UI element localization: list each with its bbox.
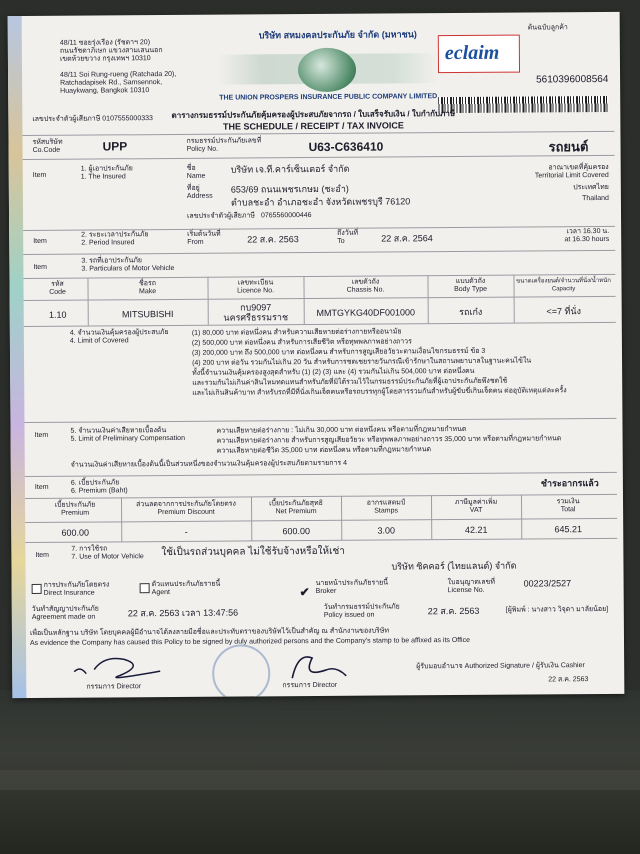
vehicle-licence [208,302,304,323]
hologram-strip [8,16,27,698]
premium-col-stamps [341,499,431,516]
licence-province: นครศรีธรรมราช [223,312,289,323]
vehicle-section-label [81,257,174,274]
address-th-line1: 48/11 ซอยรุ่งเรือง (รัชดาฯ 20) [59,39,151,47]
company-name-th: บริษัท สหมงคลประกันภัย จำกัด (มหาชน) [258,29,417,41]
address-th-line3: เขตห้วยขวาง กรุงเทพฯ 10310 [59,55,151,63]
period-from-label [187,231,221,247]
insured-address-line1: 653/69 ถนนเพชรเกษม (ชะอำ) [230,183,349,195]
vehicle-col-licence [207,279,303,296]
agreement-th: วันทำสัญญาประกันภัย [31,605,99,613]
divider [25,538,617,543]
vehicle-make: MITSUBISHI [121,308,174,320]
licence-th: ใบอนุญาตเลขที่ [447,578,495,587]
issued-en: Policy issued on [323,611,375,619]
coverage-line: (4) 200 บาท ต่อวัน รวมกันไม่เกิน 20 วัน สำหรับการชดเชยรายวันกรณีเข้ารักษาในสถานพยาบาลในฐานะคนไข้ใน [192,357,532,367]
prelim-line: ความเสียหายต่อร่างกาย : ไม่เกิน 30,000 บาท ต่อหนึ่งคน หรือตามที่กฎหมายกำหนด [216,425,467,435]
insured-address-label [187,185,213,201]
discount-value: - [184,526,188,537]
insured-name: บริษัท เจ.ที.คาร์เซ็นเตอร์ จำกัด [230,163,350,175]
period-section-label [81,231,149,247]
vehicle-col-capacity [513,277,613,294]
prelim-lines [216,424,616,457]
period-section-th: 2. ระยะเวลาประกันภัย [81,231,149,239]
globe-logo-icon [298,48,356,92]
item-label: Item [32,171,47,179]
agreement-label [32,606,99,622]
coverage-line: และรวมกันไม่เกินค่าสินไหมทดแทนสำหรับภัยที่มิได้รวมไว้ในกรมธรรม์ประกันภัยที่ผู้เอาประกันภัยพึงชดใช้ [192,377,508,387]
company-name-en: THE UNION PROSPERS INSURANCE PUBLIC COMPANY LIMITED [219,93,438,102]
col-licence-th: เลขทะเบียน [237,279,274,287]
col-total-en: Total [560,506,576,514]
territory-label-th: อาณาเขตที่คุ้มครอง [548,163,609,172]
territory-block [479,164,609,204]
col-chassis-en: Chassis No. [346,286,385,294]
premium-section-th: 6. เบี้ยประกันภัย [70,479,120,487]
prelim-section-th: 5. จำนวนเงินค่าเสียหายเบื้องต้น [70,427,167,435]
col-capacity-en: Capacity [551,286,576,293]
total-value: 645.21 [554,524,583,535]
premium-section-en: 6. Premium (Baht) [70,487,128,495]
col-premium-en: Premium [61,509,90,517]
vehicle-section-en: 3. Particulars of Motor Vehicle [81,264,175,273]
col-stamps-th: อากรแสตมป์ [366,499,406,507]
licence-en: License No. [447,586,485,595]
col-vat-th: ภาษีมูลค่าเพิ่ม [454,498,498,507]
director-label-2: กรรมการ Director [282,681,338,690]
policy-no-label [186,137,261,154]
name-label-en: Name [186,172,206,180]
company-address-en [60,71,176,96]
col-discount-th: ส่วนลดจากการประกันภัยโดยตรง [136,500,236,509]
policy-number: U63-C636410 [308,139,384,155]
territory-value-en: Thailand [582,194,609,203]
col-code-en: Code [49,288,66,296]
vehicle-col-chassis [303,278,427,295]
address-en-line1: 48/11 Soi Rung-rueng (Ratchada 20), [60,70,177,79]
item-label: Item [34,431,49,439]
address-label-en: Address [186,192,213,200]
insured-tax-row [187,212,312,221]
issued-label [324,603,400,620]
divider [25,518,617,523]
broker-th: นายหน้าประกันภัยรายนี้ [315,579,389,588]
from-label-th: เริ่มต้นวันที่ [187,230,221,238]
col-total-th: รวมเงิน [556,498,580,506]
reference-number: 5610396008564 [536,73,609,86]
prelim-section-label [71,427,185,444]
insured-address-line2: ตำบลชะอำ อำเภอชะอำ จังหวัดเพชรบุรี 76120 [230,196,411,208]
tax-id-label: เลขประจำตัวผู้เสียภาษี [32,115,101,123]
copy-label: ต้นฉบับลูกค้า [527,24,568,32]
use-section-label [71,545,143,562]
prelim-section-en: 5. Limit of Preliminary Compensation [70,434,185,443]
insured-section-th: 1. ผู้เอาประกันภัย [80,165,133,173]
eclaim-text: eclaim [444,41,500,65]
broker-en: Broker [315,587,337,596]
prelim-line: ความเสียหายต่อชีวิต 35,000 บาท ต่อหนึ่งคน หรือตามที่กฎหมายกำหนด [216,446,432,455]
period-time [529,228,609,245]
issued-th: วันทำกรมธรรม์ประกันภัย [323,603,400,611]
premium-col-vat [431,499,521,516]
vehicle-chassis: MMTGYKG40DF001000 [316,307,416,318]
coverage-line: และไม่เกินสินค้าบาท สำหรับรถที่มีที่นั่งเกินเจ็ดคนหรือรถบรรทุกผู้โดยสารรวมกันสำหรับผู้ขับขี่เกินเจ็ดคน ต่ออุบัติเหตุแต่ละครั้ง [192,387,567,397]
period-section-en: 2. Period Insured [81,239,135,247]
period-to-date: 22 ส.ค. 2564 [381,233,433,244]
stamp-paid-label: ชำระอากรแล้ว [540,478,599,489]
co-code-label [32,139,62,155]
col-capacity-th: ขนาดเครื่องยนต์/จำนวนที่นั่ง/น้ำหนัก [516,277,611,285]
agent-th: ตัวแทนประกันภัยรายนี้ [151,580,221,589]
vehicle-col-code [27,281,87,297]
premium-col-premium [29,501,121,518]
divider [25,472,617,477]
agreement-date: 22 ส.ค. 2563 เวลา 13:47:56 [127,607,239,619]
director-signature-1 [72,651,162,682]
col-code-th: รหัส [51,280,64,288]
eclaim-logo [438,35,520,74]
agent-label [152,581,221,597]
period-to-label [337,230,358,246]
col-premium-th: เบี้ยประกันภัย [54,501,96,509]
policy-label-en: Policy No. [186,145,219,153]
director-label-1: กรรมการ Director [86,683,142,691]
insured-tax-value: 0765560000446 [260,212,312,220]
coverage-lines [192,326,612,399]
licence-number-value: 00223/2527 [523,578,572,589]
company-seal-icon [212,644,270,698]
vehicle-code: 1.10 [48,309,67,320]
divider [23,155,615,160]
territory-label-en: Territorial Limit Covered [534,171,609,180]
issued-date: 22 ส.ค. 2563 [427,605,480,617]
agent-en: Agent [151,589,170,597]
col-net-th: เบี้ยประกันภัยสุทธิ [269,499,323,508]
premium-section-label [71,479,128,495]
vat-value: 42.21 [464,524,488,535]
prelim-line: ความเสียหายต่อร่างกาย สำหรับการสูญเสียอวัยวะ หรือทุพพลภาพอย่างถาวร 35,000 บาท หรือตามที่กฎหมายกำหนด [216,435,562,445]
from-label-en: From [187,238,204,246]
time-th: เวลา 16.30 น. [566,227,610,236]
co-code-label-en: Co.Code [32,146,61,154]
vehicle-body: รถเก๋ง [459,306,483,317]
time-en: at 16.30 hours [564,235,610,244]
use-section-th: 7. การใช้รถ [71,545,108,553]
stamps-value: 3.00 [377,525,396,536]
period-from-date: 22 ส.ค. 2563 [247,234,299,245]
tax-id-value: 0107555000333 [102,115,153,123]
divider [24,296,616,301]
divider [23,250,615,255]
col-body-en: Body Type [454,285,488,294]
policy-label-th: กรมธรรม์ประกันภัยเลขที่ [186,137,262,145]
address-label-th: ที่อยู่ [186,184,200,192]
vehicle-capacity: <=7 ที่นั่ง [546,306,581,317]
item-label: Item [34,483,49,491]
document-title-th: ตารางกรมธรรม์ประกันภัยคุ้มครองผู้ประสบภัยจากรถ / ใบเสร็จรับเงิน / ใบกำกับภาษี [171,109,456,121]
licence-number: กบ9097 [240,302,272,313]
col-discount-en: Premium Discount [157,508,215,517]
col-licence-en: Licence No. [237,287,275,295]
address-en-line2: Ratchadapisek Rd., Samsennok, [60,79,163,87]
evidence-en: As evidence the Company has caused this Policy to be signed by duly authorized persons and the Company's stamp to be affixed as its Office [29,636,471,648]
col-stamps-en: Stamps [374,507,398,515]
coverage-line: (2) 500,000 บาท ต่อหนึ่งคน สำหรับการเสียชีวิต หรือทุพพลภาพอย่างถาวร [191,338,412,347]
divider [23,226,615,231]
net-premium-value: 600.00 [282,526,311,537]
item-label: Item [35,551,50,559]
coverage-section-en: 4. Limit of Covered [69,337,129,345]
divider [22,131,614,136]
col-net-en: Net Premium [275,508,317,516]
item-label: Item [33,237,47,245]
divider [24,418,616,423]
coverage-line: (1) 80,000 บาท ต่อหนึ่งคน สำหรับความเสียหายต่อร่างกายหรืออนามัย [191,328,402,337]
company-address-th [60,39,163,64]
agreement-en: Agreement made on [31,613,96,621]
insured-section-en: 1. The Insured [80,173,126,181]
direct-th: การประกันภัยโดยตรง [43,581,110,589]
co-code-value: UPP [102,139,128,154]
col-body-th: แบบตัวถัง [455,277,486,286]
use-section-en: 7. Use of Motor Vehicle [71,553,144,561]
col-make-th: ชื่อรถ [138,280,156,288]
coverage-line: ทั้งนี้จำนวนเงินคุ้มครองสูงสุดสำหรับ (1) (2) (3) และ (4) รวมกันไม่เกิน 504,000 บาท ต่อหนึ่งคน [192,367,475,377]
address-th-line2: ถนนรัชดาภิเษก แขวงสามเสนนอก [59,47,163,55]
tax-id-row [32,115,153,124]
item-label: Item [33,263,48,271]
vehicle-col-make [87,280,207,297]
premium-col-net [251,500,341,517]
insured-section-label [81,165,133,181]
printed-by: [ผู้พิมพ์ : นางสาว วิจุดา มาลัยน้อย] [505,605,609,614]
direct-en: Direct Insurance [43,589,95,597]
insured-name-label [187,165,206,181]
insured-tax-label: เลขประจำตัวผู้เสียภาษี [187,212,256,220]
document-title-en: THE SCHEDULE / RECEIPT / TAX INVOICE [222,120,404,132]
to-label-th: ถึงวันที่ [337,229,359,237]
direct-checkbox [32,584,42,594]
background-strip [0,770,640,790]
prelim-note: จำนวนเงินค่าเสียหายเบื้องต้นนี้เป็นส่วนหนึ่งของจำนวนเงินคุ้มครองผู้ประสบภัยตามรายการ 4 [70,459,347,469]
col-vat-en: VAT [469,506,483,514]
policy-document [8,12,625,698]
col-chassis-th: เลขตัวถัง [351,278,380,286]
signature-date: 22 ส.ค. 2563 [548,676,589,684]
premium-col-total [521,498,615,515]
vehicle-section-th: 3. รถที่เอาประกันภัย [81,257,142,265]
name-label-th: ชื่อ [186,164,196,172]
co-code-label-th: รหัสบริษัท [32,138,63,146]
evidence-th: เพื่อเป็นหลักฐาน บริษัท โดยบุคคลผู้มีอำนาจได้ลงลายมือชื่อและประทับตราของบริษัทไว้เป็นสำคัญ ณ สำนักงานของบริษัท [29,627,390,638]
territory-value-th: ประเทศไทย [573,183,609,192]
vehicle-class: รถยนต์ [548,139,589,155]
address-en-line3: Huaykwang, Bangkok 10310 [60,87,150,95]
coverage-section-th: 4. จำนวนเงินคุ้มครองผู้ประสบภัย [69,329,169,337]
authorized-label: ผู้รับมอบอำนาจ Authorized Signature / ผู้รับเงิน Cashier [416,662,585,671]
col-make-en: Make [138,288,157,296]
use-value: ใช้เป็นรถส่วนบุคคล ไม่ใช้รับจ้างหรือให้เช่า [161,545,345,559]
coverage-section-label [70,329,169,346]
broker-company: บริษัท ซิคคอร์ (ไทยแลนด์) จำกัด [391,560,517,572]
licence-label [448,579,495,595]
premium-value: 600.00 [61,527,90,538]
coverage-line: (3) 200,000 บาท ถึง 500,000 บาท ต่อหนึ่งคน สำหรับการสูญเสียอวัยวะตามเงื่อนไขกรมธรรม์ ข้อ 3 [191,347,486,357]
broker-check-icon: ✔ [299,585,310,600]
premium-col-discount [121,500,251,517]
broker-label [316,580,389,597]
direct-insurance-label [44,581,110,597]
agent-checkbox [140,583,150,593]
to-label-en: To [337,237,345,245]
vehicle-col-body [427,278,513,295]
